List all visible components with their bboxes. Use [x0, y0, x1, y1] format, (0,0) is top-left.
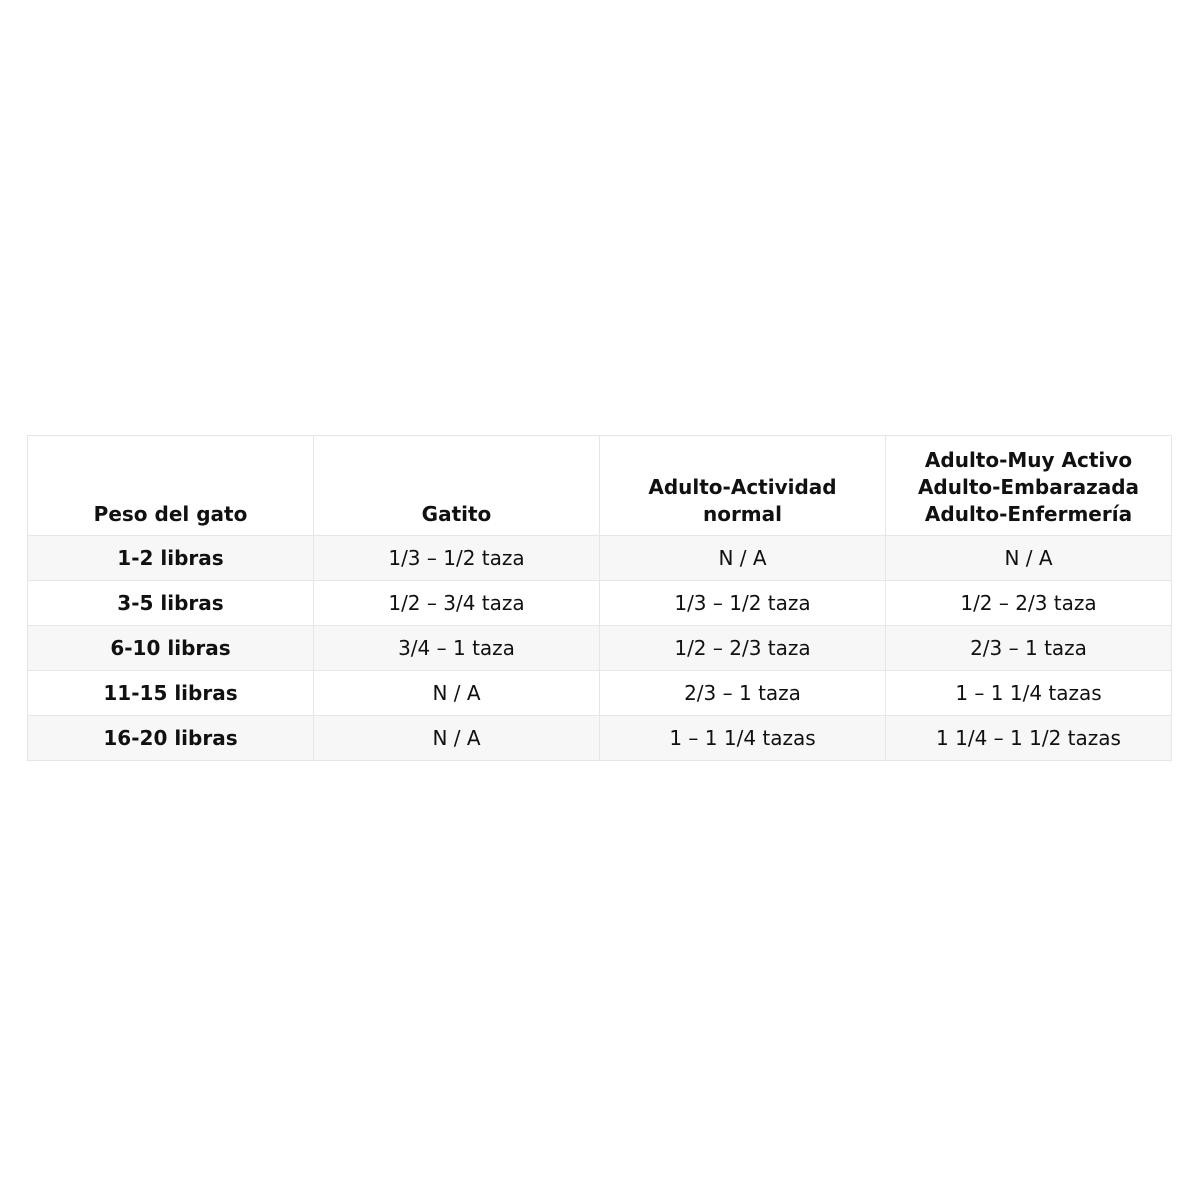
table-row [28, 716, 1172, 761]
cell-adult-normal: 2/3 – 1 taza [600, 671, 886, 716]
feeding-table [27, 435, 1172, 761]
table-body [28, 536, 1172, 761]
header-adult-normal [600, 436, 886, 536]
header-line: Gatito [421, 502, 492, 526]
cell-adult-active: 1 – 1 1/4 tazas [886, 671, 1172, 716]
cell-weight: 6-10 libras [28, 626, 314, 671]
cell-weight: 3-5 libras [28, 581, 314, 626]
cell-adult-active: 1 1/4 – 1 1/2 tazas [886, 716, 1172, 761]
cell-adult-active: N / A [886, 536, 1172, 581]
cell-adult-active: 1/2 – 2/3 taza [886, 581, 1172, 626]
cell-adult-normal: 1/3 – 1/2 taza [600, 581, 886, 626]
header-kitten [314, 436, 600, 536]
cell-adult-normal: 1/2 – 2/3 taza [600, 626, 886, 671]
table-row [28, 671, 1172, 716]
table-row [28, 581, 1172, 626]
header-line: Adulto-Embarazada [917, 475, 1140, 499]
cell-kitten: 1/2 – 3/4 taza [314, 581, 600, 626]
cell-kitten: 3/4 – 1 taza [314, 626, 600, 671]
cell-weight: 16-20 libras [28, 716, 314, 761]
table-row [28, 626, 1172, 671]
feeding-table-container [27, 435, 1172, 761]
header-line: Peso del gato [93, 502, 248, 526]
header-line: Adulto-Enfermería [924, 502, 1133, 526]
header-line: Adulto-Actividad [648, 475, 837, 499]
header-cat-weight [28, 436, 314, 536]
cell-adult-normal: 1 – 1 1/4 tazas [600, 716, 886, 761]
header-adult-active [886, 436, 1172, 536]
cell-adult-active: 2/3 – 1 taza [886, 626, 1172, 671]
cell-weight: 1-2 libras [28, 536, 314, 581]
cell-kitten: N / A [314, 716, 600, 761]
table-row [28, 536, 1172, 581]
cell-kitten: N / A [314, 671, 600, 716]
header-line: Adulto-Muy Activo [924, 448, 1133, 472]
header-row [28, 436, 1172, 536]
cell-kitten: 1/3 – 1/2 taza [314, 536, 600, 581]
table-header [28, 436, 1172, 536]
cell-adult-normal: N / A [600, 536, 886, 581]
header-line: normal [702, 502, 783, 526]
cell-weight: 11-15 libras [28, 671, 314, 716]
